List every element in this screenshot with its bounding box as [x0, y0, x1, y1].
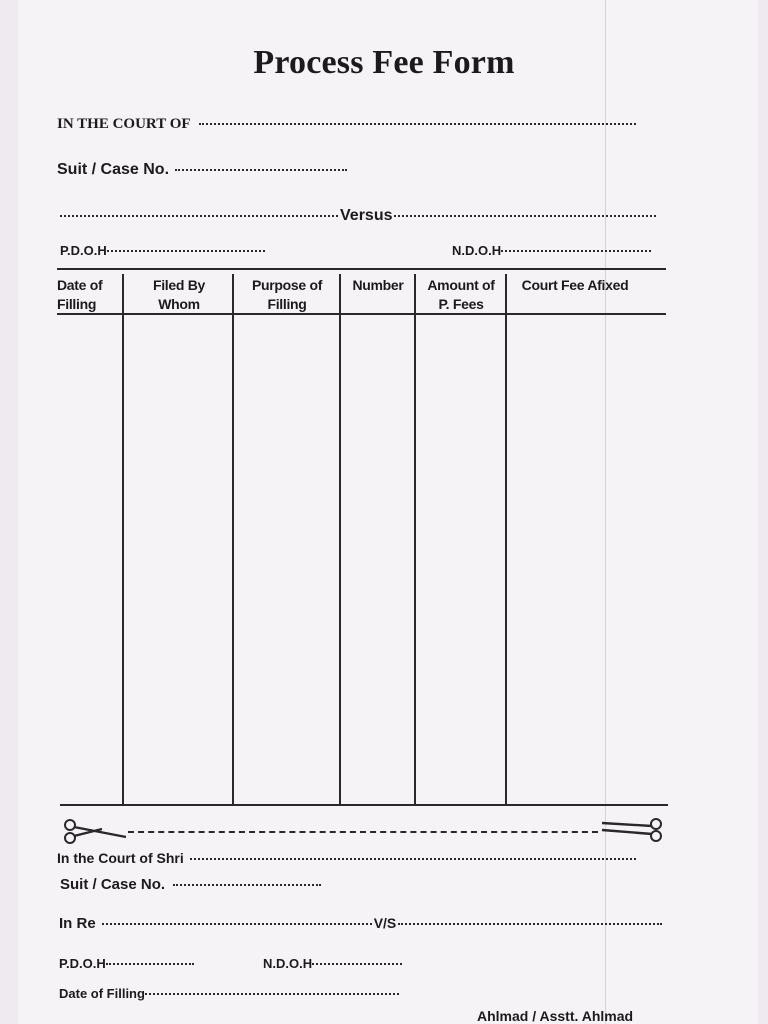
slip-ndoh-field[interactable] — [312, 962, 402, 965]
slip-inre-label: In Re — [59, 915, 96, 932]
slip-vs-field[interactable] — [398, 922, 662, 925]
slip-court-field[interactable] — [190, 857, 636, 860]
court-row — [57, 116, 636, 133]
suit-field[interactable] — [175, 168, 347, 171]
petitioner-field[interactable] — [60, 214, 338, 217]
slip-ndoh-label: N.D.O.H — [263, 956, 313, 971]
paper-crease — [605, 0, 606, 1024]
signature-label: Ahlmad / Asstt. Ahlmad — [477, 1008, 634, 1024]
slip-suit-label: Suit / Case No. — [60, 876, 166, 893]
col-divider-2 — [232, 274, 234, 806]
pdoh-label: P.D.O.H — [60, 243, 107, 258]
th-amount: Amount of P. Fees — [427, 277, 495, 312]
ndoh-field[interactable] — [501, 249, 651, 252]
table-top-rule — [57, 268, 666, 270]
slip-date-row — [59, 986, 399, 1001]
col-divider-4 — [414, 274, 416, 806]
ndoh-label: N.D.O.H — [452, 243, 502, 258]
slip-pdoh-row — [59, 956, 194, 971]
court-label: IN THE COURT OF — [57, 116, 191, 132]
th-purpose: Purpose of Filling — [251, 277, 323, 312]
versus-row — [60, 207, 656, 225]
pdoh-row — [60, 243, 265, 258]
respondent-field[interactable] — [394, 214, 656, 217]
slip-court-label: In the Court of Shri — [57, 850, 184, 866]
slip-date-label: Date of Filling — [59, 986, 145, 1001]
slip-court-row — [57, 850, 636, 866]
pdoh-field[interactable] — [107, 249, 265, 252]
th-number: Number — [352, 277, 404, 293]
th-filed-by: Filed By Whom — [152, 277, 206, 312]
slip-date-field[interactable] — [145, 992, 399, 995]
form-title: Process Fee Form — [253, 44, 515, 81]
paper-sheet — [18, 0, 758, 1024]
slip-suit-field[interactable] — [173, 883, 321, 886]
th-date: Date of Filling — [57, 277, 103, 312]
slip-pdoh-label: P.D.O.H — [59, 956, 106, 971]
suit-row — [57, 161, 347, 179]
table-bottom-rule — [60, 804, 668, 806]
scissors-left-icon — [62, 817, 128, 845]
cut-line — [128, 830, 598, 833]
slip-ndoh-row — [263, 956, 402, 971]
slip-vs-label: V/S — [373, 915, 397, 931]
court-field[interactable] — [199, 122, 636, 125]
slip-suit-row — [60, 876, 321, 893]
ndoh-row — [452, 243, 651, 258]
col-divider-3 — [339, 274, 341, 806]
col-divider-1 — [122, 274, 124, 806]
slip-inre-row — [59, 915, 662, 932]
slip-inre-field[interactable] — [102, 922, 372, 925]
th-court-fee: Court Fee Afixed — [521, 277, 629, 293]
col-divider-5 — [505, 274, 507, 806]
slip-pdoh-field[interactable] — [106, 962, 194, 965]
scissors-right-icon — [600, 817, 664, 843]
versus-label: Versus — [340, 207, 393, 224]
suit-label: Suit / Case No. — [57, 161, 170, 178]
